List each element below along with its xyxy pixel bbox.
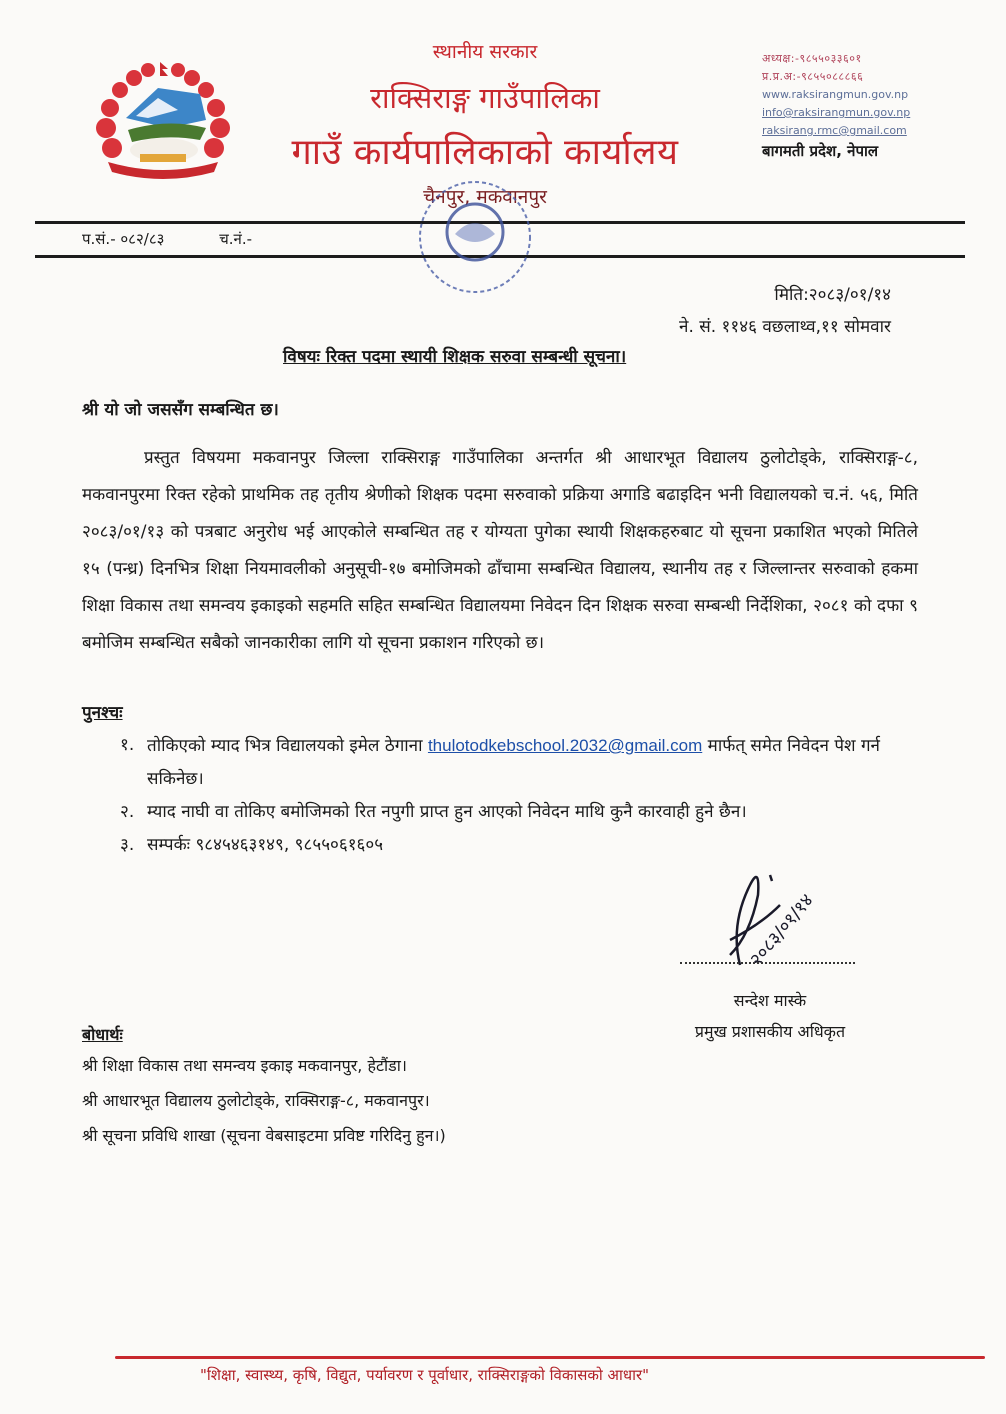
cc-item: श्री आधारभूत विद्यालय ठुलोटोड्के, राक्सिराङ्ग-८, मकवानपुर। <box>82 1091 430 1110</box>
municipality-name: राक्सिराङ्ग गाउँपालिका <box>370 81 600 115</box>
local-government-label: स्थानीय सरकार <box>432 41 538 63</box>
date-nepal-sambat: ने. सं. ११४६ वछलाथ्व,११ सोमवार <box>679 317 891 337</box>
footer-slogan: "शिक्षा, स्वास्थ्य, कृषि, विद्युत, पर्यावरण र पूर्वाधार, राक्सिराङ्गको विकासको आधार" <box>200 1366 650 1384</box>
footer-rule <box>115 1356 985 1359</box>
school-email-link[interactable]: thulotodkebschool.2032@gmail.com <box>427 736 703 755</box>
office-location: चैनपुर, मकवानपुर <box>423 186 547 208</box>
postscript-list <box>120 729 920 862</box>
item-number: ३. <box>120 835 135 855</box>
body-paragraph <box>82 440 918 662</box>
signatory-designation: प्रमुख प्रशासकीय अधिकृत <box>694 1022 846 1041</box>
postscript-item <box>120 796 920 829</box>
date-bs: मिति:२०८३/०१/१४ <box>774 285 891 305</box>
item-text: सम्पर्कः ९८४५४६३१४९, ९८५५०६१६०५ <box>147 835 384 855</box>
item-number: १. <box>120 735 135 755</box>
signatory-block <box>640 985 900 1047</box>
website-link[interactable]: www.raksirangmun.gov.np <box>762 88 909 101</box>
postscript-item <box>120 729 920 796</box>
contact-block <box>762 50 910 160</box>
item-text: म्याद नाघी वा तोकिए बमोजिमको रित नपुगी प्राप्त हुन आएको निवेदन माथि कुनै कारवाही हुने छैन। <box>147 802 747 822</box>
cc-list <box>82 1048 446 1153</box>
office-name: गाउँ कार्यपालिकाको कार्यालय <box>291 132 679 173</box>
gmail-link[interactable]: raksirang.rmc@gmail.com <box>762 124 907 137</box>
item-number: २. <box>120 802 135 822</box>
body-text: प्रस्तुत विषयमा मकवानपुर जिल्ला राक्सिराङ्ग गाउँपालिका अन्तर्गत श्री आधारभूत विद्यालय ठुलोटोड्के, राक्सिराङ्ग-८, मकवानपुरमा रिक्त रहेको प्राथमिक तह तृतीय श्रेणीको शिक्षक पदमा सरुवाको प्रक्रिया अगाडि बढाइदिन भनी विद्यालयको च.नं. ५६, मिति २०८३/०१/१३ को पत्रबाट अनुरोध भई आएकोले सम्बन्धित तह र योग्यता पुगेका स्थायी शिक्षकहरुबाट यो सूचना प्रकाशित भएको मितिले १५ (पन्ध्र) दिनभित्र शिक्षा नियमावलीको अनुसूची-१७ बमोजिमको ढाँचामा सम्बन्धित विद्यालय, स्थानीय तह र जिल्लान्तर सरुवाको हकमा शिक्षा विकास तथा समन्वय इकाइको सहमति सहित सम्बन्धित विद्यालयमा निवेदन दिन शिक्षक सरुवा सम्बन्धी निर्देशिका, २०८१ को दफा ९ बमोजिम सम्बन्धित सबैको जानकारीका लागि यो सूचना प्रकाशन गरिएको छ। <box>82 448 918 653</box>
postscript-title: पुनश्चः <box>82 703 123 723</box>
reference-row <box>82 229 302 249</box>
office-stamp-icon <box>410 172 540 302</box>
cc-item: श्री सूचना प्रविधि शाखा (सूचना वेबसाइटमा प्रविष्ट गरिदिनु हुन।) <box>82 1126 446 1145</box>
item-text-after: मार्फत् समेत निवेदन पेश गर्न सकिनेछ। <box>147 736 880 789</box>
chairperson-phone: अध्यक्ष:-९८५५०३३६०१ <box>762 52 862 65</box>
signatory-name: सन्देश मास्के <box>733 991 807 1010</box>
subject-line: विषयः रिक्त पदमा स्थायी शिक्षक सरुवा सम्बन्धी सूचना। <box>283 347 627 367</box>
svg-text:२०८३/०१/१४: २०८३/०१/१४ <box>745 890 818 971</box>
signature-line <box>680 962 855 964</box>
salutation: श्री यो जो जससँग सम्बन्धित छ। <box>82 400 279 420</box>
cao-phone: प्र.प्र.अ:-९८५५०८८८६६ <box>762 70 864 83</box>
item-text-before: तोकिएको म्याद भित्र विद्यालयको इमेल ठेगाना <box>147 736 423 756</box>
dispatch-number: च.नं.- <box>219 230 253 248</box>
cc-title: बोधार्थः <box>82 1025 123 1044</box>
fiscal-year-ref: प.सं.- ०८२/८३ <box>82 230 165 248</box>
official-email-link[interactable]: info@raksirangmun.gov.np <box>762 106 911 119</box>
province-label: बागमती प्रदेश, नेपाल <box>762 142 879 160</box>
nepal-emblem-icon <box>88 58 238 188</box>
handwritten-signature-icon <box>700 855 840 985</box>
cc-item: श्री शिक्षा विकास तथा समन्वय इकाइ मकवानपुर, हेटौंडा। <box>82 1056 407 1075</box>
